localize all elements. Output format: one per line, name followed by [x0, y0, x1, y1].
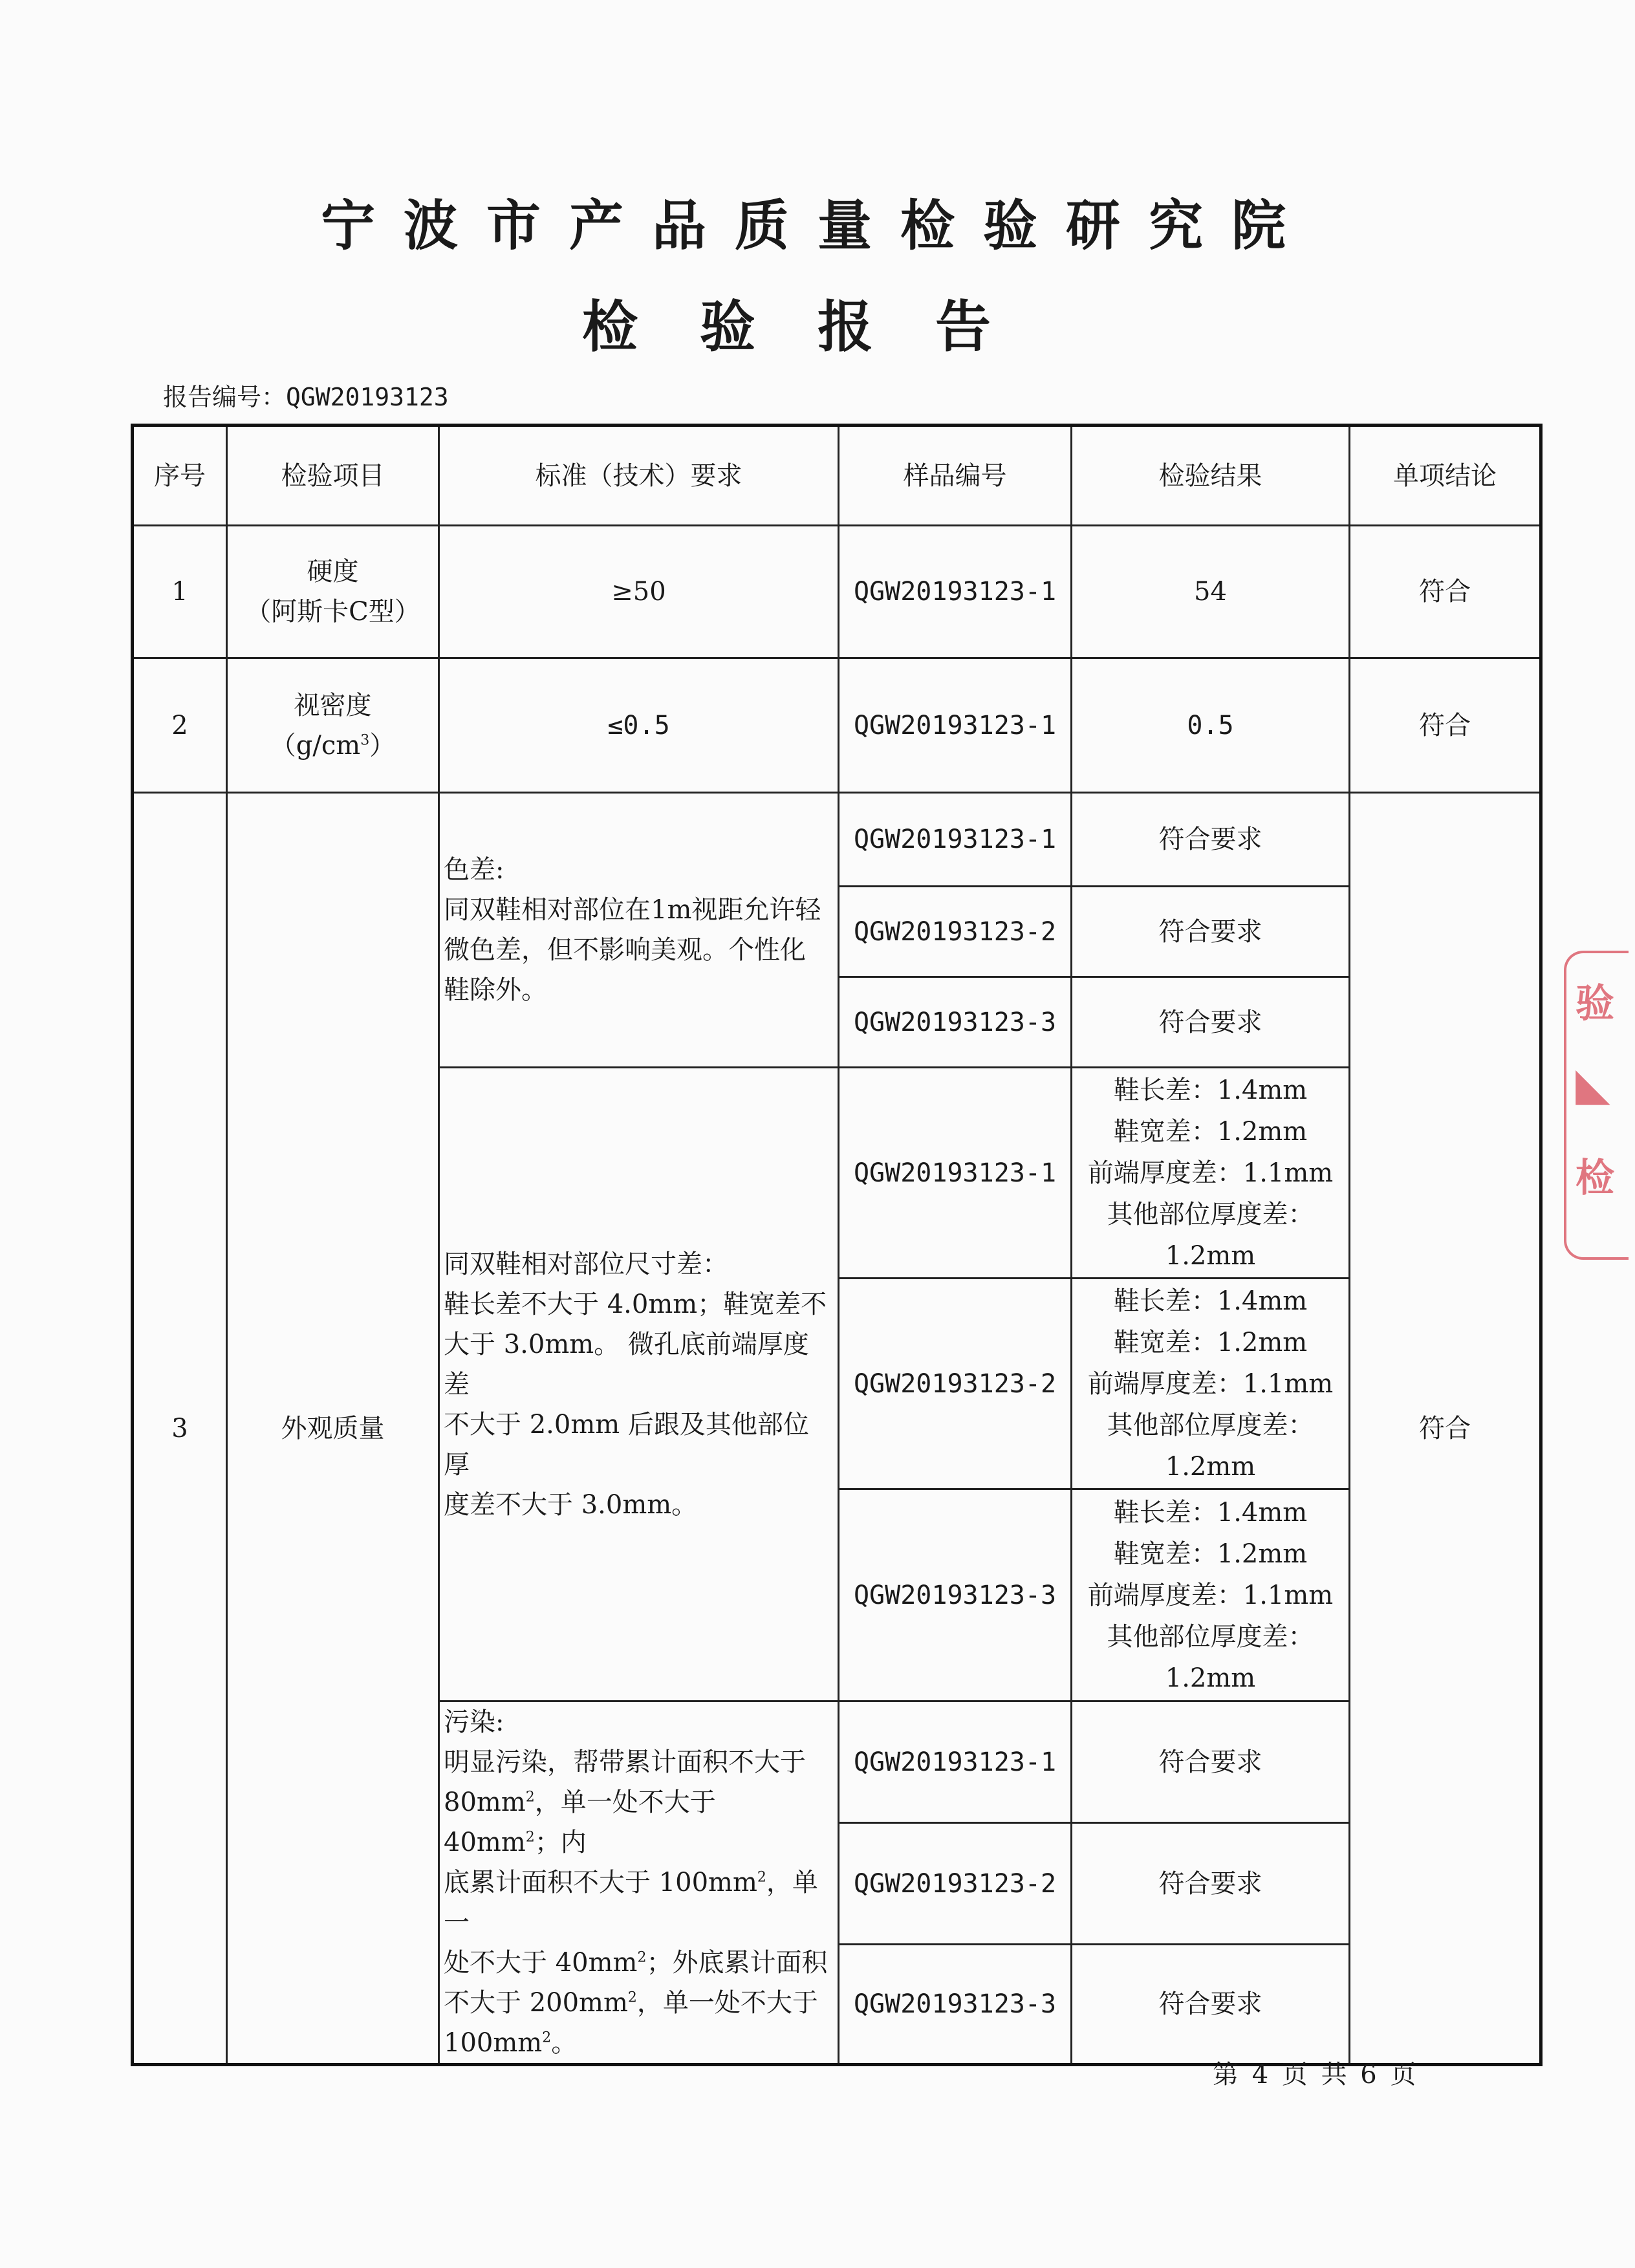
superscript: 2: [525, 1829, 535, 1846]
req-text: ，单一处不大于 40mm: [444, 1787, 716, 1857]
item-subname: （阿斯卡C型）: [245, 597, 420, 627]
item-name: 硬度: [307, 557, 359, 587]
req-text: 80mm: [444, 1787, 526, 1817]
result-cell: 54: [1072, 526, 1350, 658]
result-cell: [1072, 1489, 1350, 1701]
result-line: 鞋长差：1.4mm: [1113, 1075, 1308, 1105]
item-name: 视密度: [294, 690, 372, 720]
conclusion-cell: 符合: [1350, 793, 1541, 2065]
result-line: 1.2mm: [1165, 1240, 1256, 1271]
header-cell: 序号: [133, 426, 227, 526]
result-cell: [1072, 1279, 1350, 1489]
unit-text: ）: [369, 730, 396, 761]
result-cell: 符合要求: [1072, 977, 1350, 1068]
superscript: 2: [757, 1869, 766, 1886]
result-cell: 符合要求: [1072, 1701, 1350, 1823]
sample-id: QGW20193123-1: [839, 658, 1072, 793]
req-text: 100mm: [444, 2028, 543, 2058]
result-line: 1.2mm: [1165, 1663, 1256, 1693]
sample-id: QGW20193123-1: [839, 1701, 1072, 1823]
seal-stamp: [1564, 951, 1629, 1260]
result-line: 前端厚度差：1.1mm: [1087, 1368, 1334, 1399]
header-cell: 单项结论: [1350, 426, 1541, 526]
req-line: 同双鞋相对部位尺寸差：: [444, 1249, 728, 1279]
result-cell: [1072, 1068, 1350, 1279]
req-line: [444, 2023, 834, 2063]
req-text: ；内: [534, 1828, 587, 1857]
req-line: 鞋长差不大于 4.0mm；鞋宽差不: [444, 1289, 827, 1319]
item-unit: [233, 726, 433, 766]
result-line: 鞋长差：1.4mm: [1113, 1497, 1308, 1528]
req-text: 。: [551, 2028, 578, 2058]
report-number-value: QGW20193123: [286, 383, 449, 411]
sample-id: QGW20193123-3: [839, 1489, 1072, 1701]
result-line: 其他部位厚度差：: [1107, 1199, 1314, 1229]
req-line: [444, 1863, 834, 1943]
sample-id: QGW20193123-1: [839, 526, 1072, 658]
result-cell: 符合要求: [1072, 793, 1350, 887]
report-title: 检验报告: [582, 294, 1053, 360]
institute-title: 宁波市产品质量检验研究院: [320, 193, 1314, 257]
req-line: 明显污染，帮带累计面积不大于: [444, 1747, 806, 1777]
req-text: ，单一处不大于: [636, 1988, 818, 2018]
sample-id: QGW20193123-2: [839, 1823, 1072, 1945]
row-number: 1: [133, 526, 227, 658]
sample-id: QGW20193123-1: [839, 1068, 1072, 1279]
result-cell: 符合要求: [1072, 1945, 1350, 2065]
table-header-row: [133, 426, 1541, 526]
unit-text: （g/cm: [270, 730, 361, 761]
req-text: ，单一: [444, 1868, 818, 1938]
result-line: 1.2mm: [1165, 1451, 1256, 1482]
result-line: 鞋宽差：1.2mm: [1113, 1116, 1308, 1147]
superscript: 2: [525, 1789, 535, 1806]
req-line: 同双鞋相对部位在1m视距允许轻: [444, 895, 821, 925]
sample-id: QGW20193123-3: [839, 977, 1072, 1068]
result-line: 鞋宽差：1.2mm: [1113, 1539, 1308, 1569]
header-cell: 检验结果: [1072, 426, 1350, 526]
req-line: 微色差，但不影响美观。个性化: [444, 935, 806, 965]
requirement-cell: ≤0.5: [439, 658, 839, 793]
result-line: 其他部位厚度差：: [1107, 1410, 1314, 1440]
header-cell: 样品编号: [839, 426, 1072, 526]
conclusion-cell: 符合: [1350, 526, 1541, 658]
req-text: 底累计面积不大于 100mm: [444, 1868, 757, 1897]
report-number: [163, 377, 449, 413]
item-cell: [227, 658, 439, 793]
table-row: [133, 793, 1541, 887]
req-line: 大于 3.0mm。 微孔底前端厚度差: [444, 1329, 809, 1399]
result-line: 前端厚度差：1.1mm: [1087, 1158, 1334, 1188]
req-line: 污染:: [444, 1707, 504, 1737]
req-line: [444, 1943, 834, 1983]
req-text: ；外底累计面积: [646, 1948, 828, 1978]
sample-id: QGW20193123-2: [839, 887, 1072, 977]
result-cell: 符合要求: [1072, 887, 1350, 977]
unit-superscript: 3: [360, 732, 370, 749]
item-cell: 外观质量: [227, 793, 439, 2065]
table-row: [133, 526, 1541, 658]
req-text: 不大于 200mm: [444, 1988, 628, 2018]
req-text: 处不大于 40mm: [444, 1948, 638, 1978]
stamp-char: 验: [1575, 981, 1614, 1026]
requirement-cell: ≥50: [439, 526, 839, 658]
header-cell: 标准（技术）要求: [439, 426, 839, 526]
req-line: 不大于 2.0mm 后跟及其他部位厚: [444, 1409, 809, 1480]
result-line: 前端厚度差：1.1mm: [1087, 1580, 1334, 1610]
result-line: 鞋宽差：1.2mm: [1113, 1327, 1308, 1357]
header-cell: 检验项目: [227, 426, 439, 526]
row-number: 2: [133, 658, 227, 793]
sample-id: QGW20193123-3: [839, 1945, 1072, 2065]
req-line: [444, 1983, 834, 2023]
requirement-size-diff: [439, 1068, 839, 1701]
stamp-char: 检: [1575, 1156, 1614, 1201]
result-cell: 0.5: [1072, 658, 1350, 793]
result-line: 其他部位厚度差：: [1107, 1621, 1314, 1652]
conclusion-cell: 符合: [1350, 658, 1541, 793]
row-number: 3: [133, 793, 227, 2065]
req-line: 色差:: [444, 855, 504, 885]
result-line: 鞋长差：1.4mm: [1113, 1286, 1308, 1316]
sample-id: QGW20193123-1: [839, 793, 1072, 887]
superscript: 2: [637, 1949, 647, 1966]
stamp-triangle: ◣: [1575, 1057, 1610, 1110]
requirement-stain: [439, 1701, 839, 2065]
req-line: 鞋除外。: [444, 975, 547, 1005]
inspection-table: [131, 424, 1543, 2066]
page-number: 第 4 页 共 6 页: [1213, 2060, 1419, 2090]
superscript: 2: [542, 2029, 552, 2046]
item-cell: [227, 526, 439, 658]
result-cell: 符合要求: [1072, 1823, 1350, 1945]
req-line: [444, 1782, 834, 1863]
requirement-color-diff: [439, 793, 839, 1068]
sample-id: QGW20193123-2: [839, 1279, 1072, 1489]
table-row: [133, 658, 1541, 793]
req-line: 度差不大于 3.0mm。: [444, 1489, 698, 1520]
report-number-label: 报告编号：: [163, 383, 287, 411]
superscript: 2: [627, 1989, 637, 2006]
